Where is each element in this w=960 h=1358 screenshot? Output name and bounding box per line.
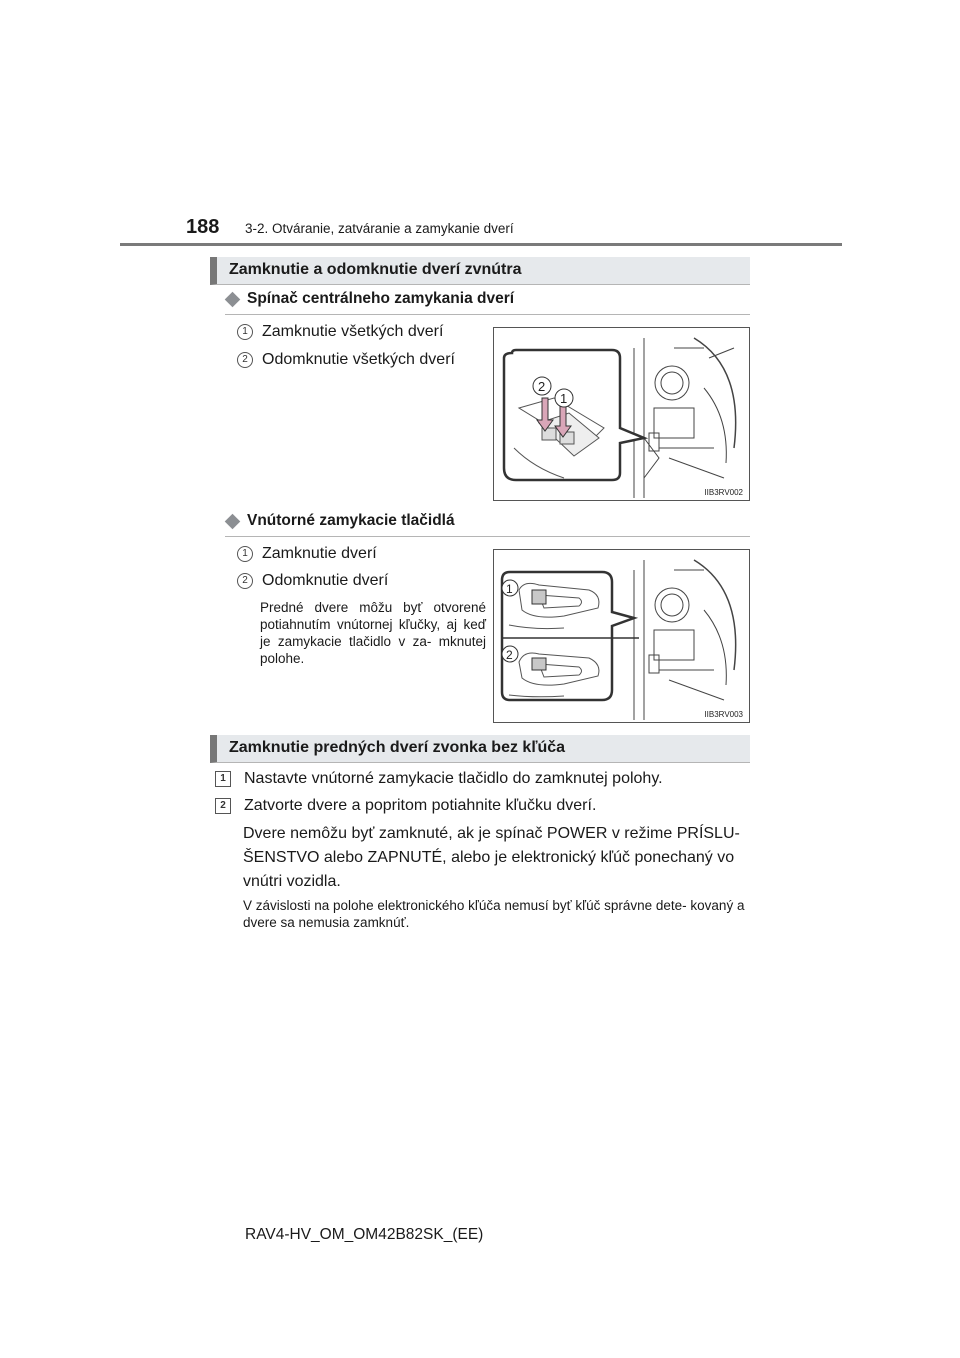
callout-label: 2: [506, 648, 513, 662]
number-badge: 2: [237, 352, 253, 368]
subsection-heading-central-lock: [225, 290, 514, 308]
dashboard-illustration: [494, 328, 749, 500]
number-badge: 1: [237, 546, 253, 562]
subsection-rule: [225, 314, 750, 315]
list-item-text: Odomknutie všetkých dverí: [262, 351, 455, 368]
list-item-text: Zamknutie dverí: [262, 545, 377, 562]
list-item: [237, 323, 443, 341]
subsection-heading-text: Spínač centrálneho zamykania dverí: [247, 290, 515, 307]
diamond-bullet-icon: [225, 513, 241, 529]
section-heading-text: Zamknutie a odomknutie dverí zvnútra: [229, 261, 522, 278]
callout-label: 2: [538, 379, 546, 394]
door-handle-illustration: [494, 550, 749, 722]
note-text: V závislosti na polohe elektronického kľúča nemusí byť kľúč správne dete- kovaný a dvere sa nemusia zamknúť.: [243, 898, 745, 930]
list-item: [237, 545, 377, 563]
diamond-bullet-icon: [225, 291, 241, 307]
document-code: RAV4-HV_OM_OM42B82SK_(EE): [245, 1226, 484, 1243]
step-item: [215, 797, 596, 815]
number-badge: 1: [237, 324, 253, 340]
number-badge: 2: [237, 573, 253, 589]
subsection-heading-inside-lock-buttons: [225, 512, 455, 530]
section-heading-keyless-front-door-lock: [210, 735, 750, 763]
step-text: Zatvorte dvere a popritom potiahnite kľučku dverí.: [244, 797, 597, 814]
list-item: [237, 351, 455, 369]
chapter-title: 3-2. Otváranie, zatváranie a zamykanie dverí: [245, 221, 514, 236]
figure-code: IIB3RV002: [704, 488, 743, 497]
page-number: 188: [186, 216, 220, 238]
callout-label: 1: [506, 582, 513, 596]
header-rule: [120, 243, 842, 246]
step-item: [215, 770, 663, 788]
list-item-text: Odomknutie dverí: [262, 572, 389, 589]
subsection-rule: [225, 536, 750, 537]
note-text: Predné dvere môžu byť otvorené potiahnutím vnútornej kľučky, aj keď je zamykacie tlačidlo v za- mknutej polohe.: [260, 600, 486, 666]
subsection-heading-text: Vnútorné zamykacie tlačidlá: [247, 512, 455, 529]
body-paragraph: Dvere nemôžu byť zamknuté, ak je spínač POWER v režime PRÍSLU- ŠENSTVO alebo ZAPNUTÉ, alebo je elektronický kľúč ponechaný vo vnútri vozidla.: [243, 825, 740, 890]
step-number-badge: 1: [215, 771, 231, 787]
list-item-text: Zamknutie všetkých dverí: [262, 323, 444, 340]
section-heading-text: Zamknutie predných dverí zvonka bez kľúča: [229, 739, 566, 756]
callout-label: 1: [560, 391, 568, 406]
section-heading-inside-locking: [210, 257, 750, 285]
figure-inside-lock-buttons: [493, 549, 750, 723]
step-number-badge: 2: [215, 798, 231, 814]
list-item: [237, 572, 388, 590]
figure-code: IIB3RV003: [704, 710, 743, 719]
figure-central-lock-switch: [493, 327, 750, 501]
step-text: Nastavte vnútorné zamykacie tlačidlo do zamknutej polohy.: [244, 770, 663, 787]
